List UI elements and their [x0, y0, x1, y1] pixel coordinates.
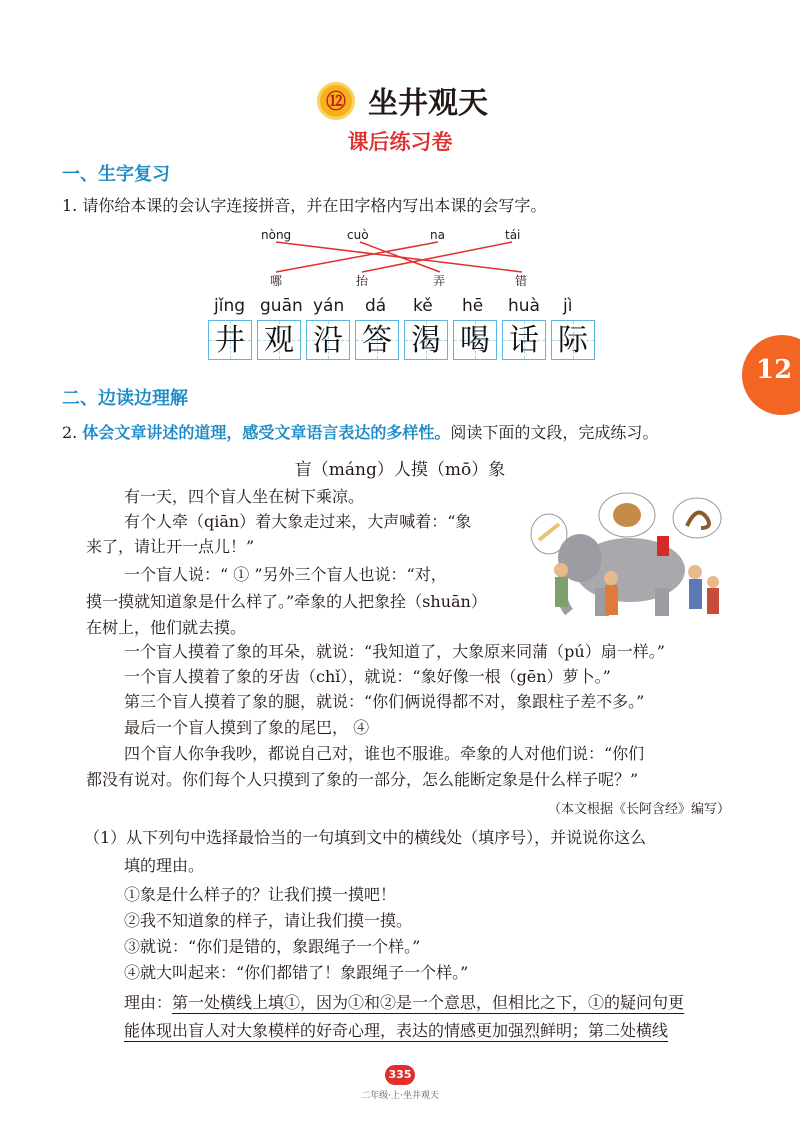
grid-char: 渴 [411, 323, 441, 358]
grid-cell[interactable] [502, 320, 546, 360]
blind-man [688, 565, 702, 579]
reason-line-1: 第一处横线上填①，因为①和②是一个意思，但相比之下，①的疑问句更 [172, 993, 685, 1012]
write-pinyin: kě [413, 296, 433, 316]
writing-grid [208, 320, 600, 360]
grid-cell[interactable] [404, 320, 448, 360]
lesson-number-badge: ⑫ [317, 82, 355, 120]
blind-man [554, 563, 568, 577]
hanzi-2: 抬 [356, 274, 369, 288]
write-pinyin: yán [313, 296, 345, 316]
elephant-illustration [525, 478, 725, 618]
elephant-leg [655, 588, 669, 616]
sub-question-1-cont: 填的理由。 [124, 856, 205, 875]
fan-icon [613, 503, 641, 527]
story-paragraph: 一个盲人摸着了象的牙齿（chǐ），就说：“象好像一根（gēn）萝卜。” [124, 667, 611, 686]
option-2: ②我不知道象的样子，请让我们摸一摸。 [124, 911, 413, 930]
grid-cell[interactable] [551, 320, 595, 360]
hanzi-1: 哪 [270, 274, 283, 288]
blind-man [604, 571, 618, 585]
story-paragraph: 都没有说对。你们每个人只摸到了象的一部分，怎么能断定象是什么样子呢？” [86, 770, 639, 789]
question-1: 1. 请你给本课的会认字连接拼音，并在田字格内写出本课的会写字。 [62, 196, 547, 215]
blind-man [689, 579, 702, 609]
option-1: ①象是什么样子的？让我们摸一摸吧！ [124, 885, 397, 904]
lesson-title: 坐井观天 [368, 86, 488, 121]
hanzi-3: 弄 [433, 274, 446, 288]
matching-lines [250, 240, 550, 276]
grid-char: 际 [558, 323, 588, 358]
grid-char: 井 [215, 323, 245, 358]
story-paragraph: 一个盲人摸着了象的耳朵，就说：“我知道了，大象原来同蒲（pú）扇一样。” [124, 642, 665, 661]
blind-man [707, 588, 719, 614]
write-pinyin: guān [260, 296, 303, 316]
blanket [657, 536, 669, 556]
write-pinyin: dá [365, 296, 387, 316]
pinyin-top-3: na [430, 228, 445, 242]
reason-label: 理由： [124, 993, 173, 1012]
blind-man [707, 576, 719, 588]
story-paragraph: 有一天，四个盲人坐在树下乘凉。 [124, 487, 365, 506]
grid-cell[interactable] [257, 320, 301, 360]
section1-heading: 一、生字复习 [62, 164, 170, 185]
pinyin-top-1: nòng [261, 228, 292, 242]
q2-number: 2. [62, 423, 83, 442]
q2-highlight: 体会文章讲述的道理，感受文章语言表达的多样性。 [82, 423, 451, 442]
section2-heading: 二、边读边理解 [62, 388, 188, 409]
chapter-tab: 12 [742, 335, 800, 415]
reason-answer [124, 990, 684, 1013]
story-paragraph: 在树上，他们就去摸。 [86, 618, 247, 637]
pinyin-top-2: cuò [347, 228, 369, 242]
story-paragraph: 有个人牵（qiān）着大象走过来，大声喊着：“象 [124, 512, 472, 531]
match-line [276, 242, 438, 272]
grid-cell[interactable] [355, 320, 399, 360]
write-pinyin: huà [508, 296, 540, 316]
question-2 [62, 420, 658, 443]
option-4: ④就大叫起来：“你们都错了！象跟绳子一个样。” [124, 963, 469, 982]
write-pinyin: jǐng [214, 296, 246, 316]
q2-rest: 阅读下面的文段，完成练习。 [450, 423, 659, 442]
match-line [360, 242, 440, 272]
grid-cell[interactable] [306, 320, 350, 360]
write-pinyin: jì [563, 296, 573, 316]
blind-man [555, 577, 568, 607]
source-note: （本文根据《长阿含经》编写） [547, 802, 730, 817]
hanzi-4: 错 [515, 274, 528, 288]
story-paragraph: 最后一个盲人摸到了象的尾巴， ④ [124, 718, 370, 737]
thought-bubble [673, 498, 721, 538]
reason-line-2: 能体现出盲人对大象模样的好奇心理，表达的情感更加强烈鲜明；第二处横线 [124, 1021, 669, 1040]
story-paragraph: 第三个盲人摸着了象的腿，就说：“你们俩说得都不对，象跟柱子差不多。” [124, 692, 645, 711]
option-3: ③就说：“你们是错的，象跟绳子一个样。” [124, 937, 421, 956]
grid-cell[interactable] [208, 320, 252, 360]
story-paragraph: 来了，请让开一点儿！” [86, 537, 255, 556]
story-paragraph: 一个盲人说：“ ① ”另外三个盲人也说：“对， [124, 565, 447, 584]
story-title: 盲（máng）人摸（mō）象 [294, 460, 506, 480]
page-number: 335 [385, 1065, 415, 1085]
pinyin-top-4: tái [505, 228, 521, 242]
page-subtitle: 课后练习卷 [347, 130, 453, 154]
grid-char: 沿 [313, 323, 343, 358]
footer-caption: 二年级·上·坐井观天 [361, 1091, 439, 1101]
grid-char: 答 [362, 323, 392, 358]
sub-question-1: （1）从下列句中选择最恰当的一句填到文中的横线处（填序号），并说说你这么 [84, 828, 647, 847]
grid-char: 观 [264, 323, 294, 358]
blind-man [605, 585, 618, 615]
grid-cell[interactable] [453, 320, 497, 360]
grid-char: 喝 [460, 323, 490, 358]
story-paragraph: 四个盲人你争我吵，都说自己对，谁也不服谁。牵象的人对他们说：“你们 [124, 744, 645, 763]
grid-char: 话 [509, 323, 539, 358]
story-paragraph: 摸一摸就知道象是什么样了。”牵象的人把象拴（shuān） [86, 592, 487, 611]
write-pinyin: hē [462, 296, 484, 316]
